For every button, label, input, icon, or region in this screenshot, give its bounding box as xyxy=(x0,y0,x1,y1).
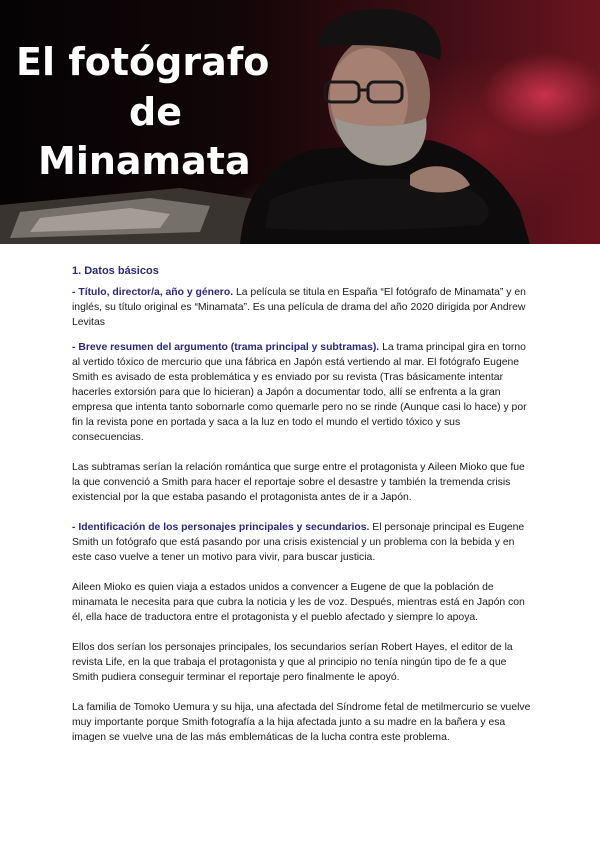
paragraph-summary xyxy=(72,340,532,445)
paragraph-aileen xyxy=(72,580,532,625)
paragraph-lead: - Breve resumen del argumento (trama principal y subtramas). xyxy=(72,342,380,353)
paragraph-characters xyxy=(72,520,532,565)
header-banner xyxy=(0,0,600,244)
document-body xyxy=(72,264,532,760)
title-line-2: de xyxy=(129,90,182,134)
paragraph-text: El personaje principal es Eugene Smith un fotógrafo que está pasando por una crisis existencial y un problema con la bebida y en este caso vuelve a tener un motivo para vivir, para buscar justicia. xyxy=(72,522,525,563)
paragraph-uemura xyxy=(72,700,532,745)
paragraph-text: La trama principal gira en torno al vertido tóxico de mercurio que una fábrica en Japón está vertiendo al mar. El fotógrafo Eugene Smith es avisado de esta problemática y es enviado por su revista (Tras básicamente intentar hacerles extorsión para que lo hicieran) a Japón a documentar todo, allí se enfrenta a la gran empresa que intenta tanto sobornarle como quemarle pero no se rinde (Aunque casi lo hace) y por fin la revista pone en portada y saca a la luz en todo el mundo el vertido tóxico y sus consecuencias. xyxy=(72,342,527,443)
paragraph-subplots xyxy=(72,460,532,505)
title-line-1: El fotógrafo xyxy=(16,40,270,84)
paragraph-basic-data xyxy=(72,285,532,330)
paragraph-text: Ellos dos serían los personajes principales, los secundarios serían Robert Hayes, el editor de la revista Life, en la que trabaja el protagonista y que al principio no tenía ningún tipo de fe a que Smith pudiera conseguir terminar el reportaje pero finalmente le apoyó. xyxy=(72,642,513,683)
paragraph-text: La película se titula en España “El fotógrafo de Minamata” y en inglés, su título original es “Minamata”. Es una película de drama del año 2020 dirigida por Andrew Levitas xyxy=(72,287,526,328)
paragraph-text: Aileen Mioko es quien viaja a estados unidos a convencer a Eugene de que la población de minamata le necesita para que cubra la noticia y les de voz. Después, mientras está en Japón con él, ella hace de traductora entre el protagonista y el pueblo afectado y siempre lo apoya. xyxy=(72,582,525,623)
paragraph-lead: - Título, director/a, año y género. xyxy=(72,287,234,298)
paragraph-text: La familia de Tomoko Uemura y su hija, una afectada del Síndrome fetal de metilmercurio se vuelve muy importante porque Smith fotografía a la hija afectada junto a su madre en la bañera y esa imagen se vuelve una de las más emblemáticas de la lucha contra este problema. xyxy=(72,702,531,743)
paragraph-text: Las subtramas serían la relación romántica que surge entre el protagonista y Aileen Mioko que fue la que convenció a Smith para hacer el reportaje sobre el desastre y también la tremenda crisis existencial por la que estaba pasando el protagonista antes de ir a Japón. xyxy=(72,462,525,503)
section-heading: 1. Datos básicos xyxy=(72,265,159,277)
paragraph-lead: - Identificación de los personajes principales y secundarios. xyxy=(72,522,370,533)
banner-photo xyxy=(0,0,600,244)
paragraph-secondary xyxy=(72,640,532,685)
title-line-3: Minamata xyxy=(38,139,251,183)
